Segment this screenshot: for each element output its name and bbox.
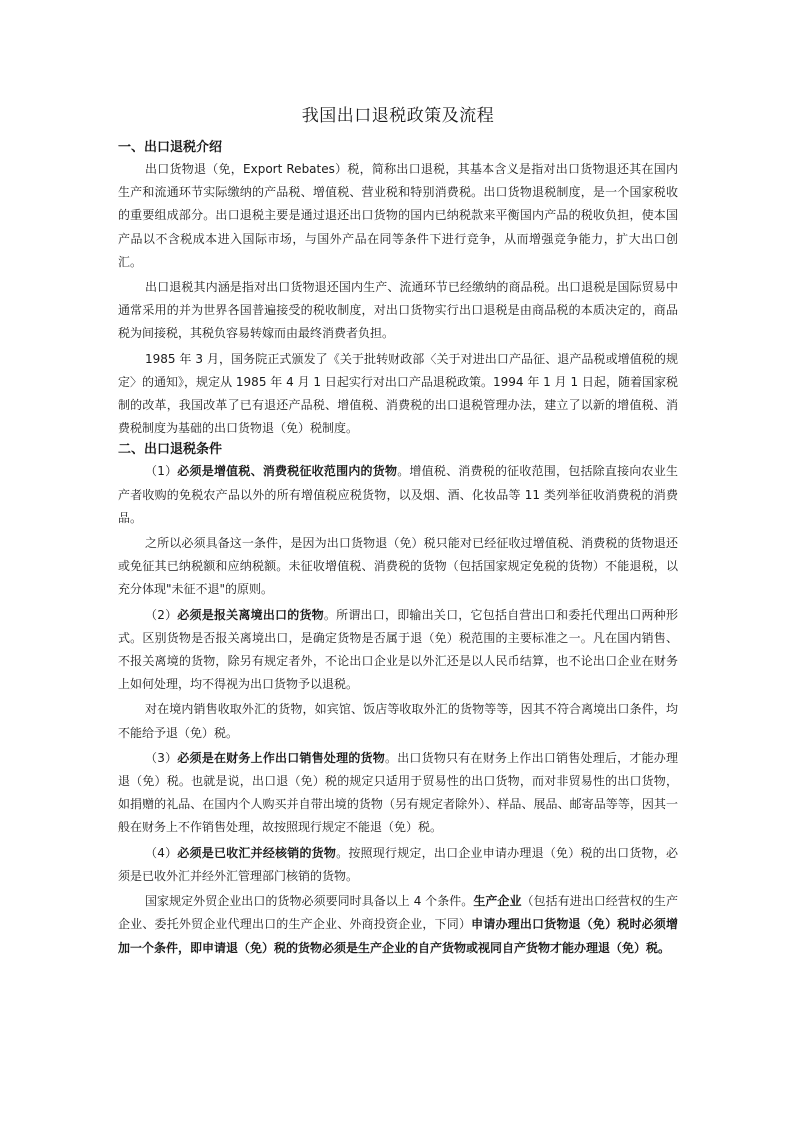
paragraph: 对在境内销售收取外汇的货物，如宾馆、饭店等收取外汇的货物等等，因其不符合离境出口条件，均不能给予退（免）税。 bbox=[118, 702, 678, 740]
condition-bold-text: 必须是已收汇并经核销的货物 bbox=[177, 845, 337, 860]
condition-number: （4） bbox=[145, 845, 178, 860]
document-page bbox=[118, 104, 678, 960]
condition-bold-text: 必须是在财务上作出口销售处理的货物 bbox=[177, 750, 385, 765]
condition-number: （1） bbox=[145, 464, 178, 479]
final-text: （包括有进出口经营权的生产企业、委托外贸企业代理出口的生产企业、外商投资企业，下同） bbox=[118, 894, 678, 932]
paragraph: 1985 年 3 月，国务院正式颁发了《关于批转财政部〈关于对进出口产品征、退产品税或增值税的规定〉的通知》，规定从 1985 年 4 月 1 日起实行对出口产品退税政策。1994 年 1 月 1 日起，随着国家税制的改革，我国改革了已有退还产品税、增值税、消费税的出口退税管理办法，建立了以新的增值税、消费税制度为基础的出口货物退（免）税制度。 bbox=[118, 351, 678, 436]
condition-bold-text: 必须是报关离境出口的货物 bbox=[177, 607, 324, 622]
condition-paragraph bbox=[118, 460, 678, 530]
condition-paragraph bbox=[118, 747, 678, 840]
final-bold-text: 生产企业 bbox=[473, 894, 522, 909]
condition-paragraph bbox=[118, 604, 678, 697]
condition-number: （2） bbox=[145, 607, 178, 622]
condition-text: 。增值税、消费税的征收范围，包括除直接向农业生产者收购的免税农产品以外的所有增值税应税货物，以及烟、酒、化妆品等 11 类列举征收消费税的消费品。 bbox=[118, 464, 678, 525]
condition-text: 。所谓出口，即输出关口，它包括自营出口和委托代理出口两种形式。区别货物是否报关离境出口，是确定货物是否属于退（免）税范围的主要标准之一。凡在国内销售、不报关离境的货物，除另有规定者外，不论出口企业是以外汇还是以人民币结算，也不论出口企业在财务上如何处理，均不得视为出口货物予以退税。 bbox=[118, 607, 678, 692]
paragraph: 出口货物退（免，Export Rebates）税，简称出口退税，其基本含义是指对出口货物退还其在国内生产和流通环节实际缴纳的产品税、增值税、营业税和特别消费税。出口货物退税制度，是一个国家税收的重要组成部分。出口退税主要是通过退还出口货物的国内已纳税款来平衡国内产品的税收负担，使本国产品以不含税成本进入国际市场，与国外产品在同等条件下进行竞争，从而增强竞争能力，扩大出口创汇。 bbox=[118, 162, 678, 269]
condition-text: 。出口货物只有在财务上作出口销售处理后，才能办理退（免）税。也就是说，出口退（免）税的规定只适用于贸易性的出口货物，而对非贸易性的出口货物，如捐赠的礼品、在国内个人购买并自带出境的货物（另有规定者除外）、样品、展品、邮寄品等等，因其一般在财务上不作销售处理，故按照现行规定不能退（免）税。 bbox=[118, 750, 678, 835]
condition-paragraph bbox=[118, 842, 678, 888]
final-bold-text: 申请办理出口货物退（免）税时必须增加一个条件，即申请退（免）税的货物必须是生产企业的自产货物或视同自产货物才能办理退（免）税。 bbox=[118, 917, 678, 955]
document-title: 我国出口退税政策及流程 bbox=[301, 106, 495, 126]
final-text: 国家规定外贸企业出口的货物必须要同时具备以上 4 个条件。 bbox=[145, 894, 474, 909]
section-heading-conditions: 二、出口退税条件 bbox=[118, 442, 223, 458]
condition-text: 。按照现行规定，出口企业申请办理退（免）税的出口货物，必须是已收外汇并经外汇管理部门核销的货物。 bbox=[118, 845, 678, 883]
paragraph: 之所以必须具备这一条件，是因为出口货物退（免）税只能对已经征收过增值税、消费税的货物退还或免征其已纳税额和应纳税额。未征收增值税、消费税的货物（包括国家规定免税的货物）不能退税，以充分体现"未征不退"的原则。 bbox=[118, 536, 678, 597]
condition-bold-text: 必须是增值税、消费税征收范围内的货物 bbox=[177, 464, 398, 479]
final-paragraph bbox=[118, 890, 678, 960]
section-heading-intro: 一、出口退税介绍 bbox=[118, 140, 223, 155]
condition-number: （3） bbox=[145, 750, 178, 765]
paragraph: 出口退税其内涵是指对出口货物退还国内生产、流通环节已经缴纳的商品税。出口退税是国际贸易中通常采用的并为世界各国普遍接受的税收制度，对出口货物实行出口退税是由商品税的本质决定的，商品税为间接税，其税负容易转嫁而由最终消费者负担。 bbox=[118, 280, 678, 341]
